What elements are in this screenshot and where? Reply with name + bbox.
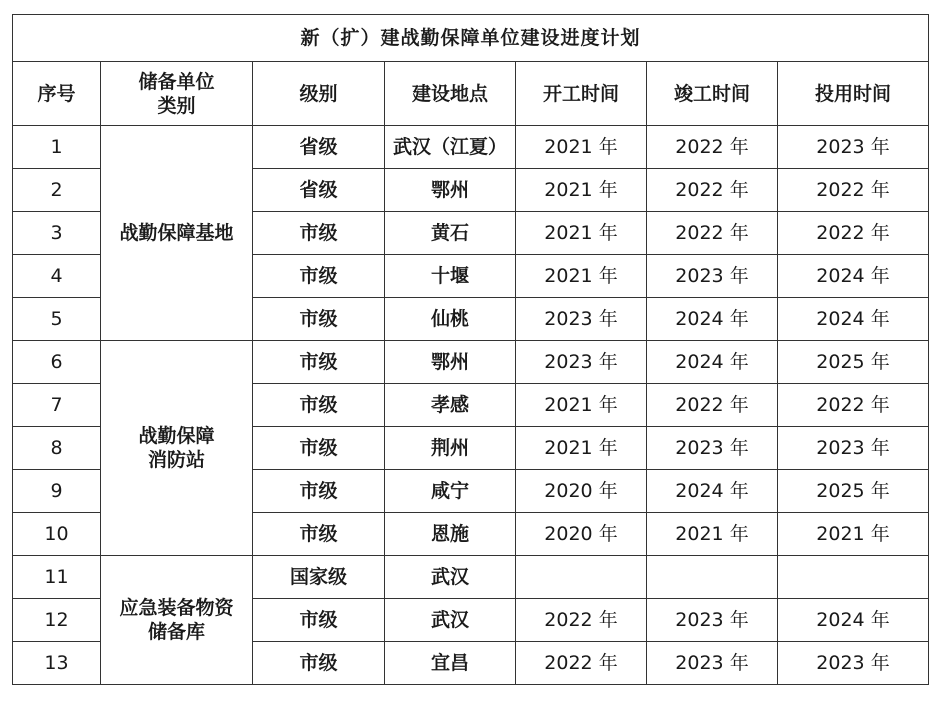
cell-level: 省级 [253, 169, 385, 212]
cell-no: 7 [13, 384, 101, 427]
cell-location: 宜昌 [385, 642, 516, 685]
cell-location: 孝感 [385, 384, 516, 427]
cell-location: 武汉（江夏） [385, 126, 516, 169]
cell-location: 咸宁 [385, 470, 516, 513]
cell-location: 十堰 [385, 255, 516, 298]
cell-use-time: 2022 年 [778, 169, 929, 212]
table-row [13, 126, 929, 169]
header-no: 序号 [13, 62, 101, 126]
cell-no: 4 [13, 255, 101, 298]
cell-complete-time: 2023 年 [647, 599, 778, 642]
cell-location: 仙桃 [385, 298, 516, 341]
cell-use-time: 2025 年 [778, 470, 929, 513]
cell-no: 9 [13, 470, 101, 513]
cell-use-time [778, 556, 929, 599]
cell-location: 鄂州 [385, 341, 516, 384]
cell-start-time: 2021 年 [516, 212, 647, 255]
cell-complete-time: 2022 年 [647, 169, 778, 212]
cell-use-time: 2023 年 [778, 126, 929, 169]
cell-no: 10 [13, 513, 101, 556]
cell-location: 鄂州 [385, 169, 516, 212]
cell-location: 武汉 [385, 556, 516, 599]
cell-complete-time: 2024 年 [647, 341, 778, 384]
cell-use-time: 2022 年 [778, 212, 929, 255]
cell-level: 市级 [253, 341, 385, 384]
cell-start-time: 2021 年 [516, 126, 647, 169]
cell-no: 11 [13, 556, 101, 599]
cell-complete-time: 2022 年 [647, 126, 778, 169]
construction-schedule-table [12, 14, 929, 685]
cell-start-time: 2023 年 [516, 298, 647, 341]
cell-use-time: 2023 年 [778, 427, 929, 470]
table-header-row [13, 62, 929, 126]
cell-category: 应急装备物资 储备库 [101, 556, 253, 685]
document-page [12, 14, 929, 685]
cell-complete-time: 2022 年 [647, 384, 778, 427]
cell-use-time: 2022 年 [778, 384, 929, 427]
cell-level: 省级 [253, 126, 385, 169]
cell-use-time: 2023 年 [778, 642, 929, 685]
header-level: 级别 [253, 62, 385, 126]
header-complete-time: 竣工时间 [647, 62, 778, 126]
cell-no: 1 [13, 126, 101, 169]
header-use-time: 投用时间 [778, 62, 929, 126]
cell-location: 武汉 [385, 599, 516, 642]
cell-no: 3 [13, 212, 101, 255]
cell-complete-time: 2023 年 [647, 642, 778, 685]
header-category: 储备单位 类别 [101, 62, 253, 126]
header-location: 建设地点 [385, 62, 516, 126]
cell-start-time [516, 556, 647, 599]
cell-use-time: 2025 年 [778, 341, 929, 384]
cell-level: 国家级 [253, 556, 385, 599]
header-start-time: 开工时间 [516, 62, 647, 126]
cell-use-time: 2021 年 [778, 513, 929, 556]
cell-level: 市级 [253, 212, 385, 255]
cell-level: 市级 [253, 513, 385, 556]
cell-complete-time: 2021 年 [647, 513, 778, 556]
cell-complete-time: 2023 年 [647, 255, 778, 298]
table-title-row [13, 15, 929, 62]
cell-start-time: 2020 年 [516, 513, 647, 556]
cell-location: 恩施 [385, 513, 516, 556]
cell-level: 市级 [253, 642, 385, 685]
cell-level: 市级 [253, 298, 385, 341]
table-row [13, 556, 929, 599]
cell-no: 5 [13, 298, 101, 341]
cell-use-time: 2024 年 [778, 255, 929, 298]
cell-no: 8 [13, 427, 101, 470]
cell-start-time: 2021 年 [516, 384, 647, 427]
cell-complete-time: 2022 年 [647, 212, 778, 255]
cell-start-time: 2022 年 [516, 599, 647, 642]
cell-start-time: 2021 年 [516, 427, 647, 470]
cell-start-time: 2021 年 [516, 255, 647, 298]
cell-location: 黄石 [385, 212, 516, 255]
cell-no: 12 [13, 599, 101, 642]
cell-level: 市级 [253, 427, 385, 470]
cell-category: 战勤保障 消防站 [101, 341, 253, 556]
cell-use-time: 2024 年 [778, 298, 929, 341]
cell-level: 市级 [253, 255, 385, 298]
cell-complete-time: 2024 年 [647, 298, 778, 341]
cell-start-time: 2021 年 [516, 169, 647, 212]
cell-level: 市级 [253, 599, 385, 642]
cell-level: 市级 [253, 384, 385, 427]
cell-complete-time: 2023 年 [647, 427, 778, 470]
cell-start-time: 2020 年 [516, 470, 647, 513]
cell-no: 6 [13, 341, 101, 384]
cell-use-time: 2024 年 [778, 599, 929, 642]
cell-complete-time [647, 556, 778, 599]
cell-level: 市级 [253, 470, 385, 513]
cell-start-time: 2023 年 [516, 341, 647, 384]
cell-no: 13 [13, 642, 101, 685]
table-title: 新（扩）建战勤保障单位建设进度计划 [13, 15, 929, 62]
table-row [13, 341, 929, 384]
cell-location: 荆州 [385, 427, 516, 470]
cell-no: 2 [13, 169, 101, 212]
cell-complete-time: 2024 年 [647, 470, 778, 513]
cell-start-time: 2022 年 [516, 642, 647, 685]
cell-category: 战勤保障基地 [101, 126, 253, 341]
